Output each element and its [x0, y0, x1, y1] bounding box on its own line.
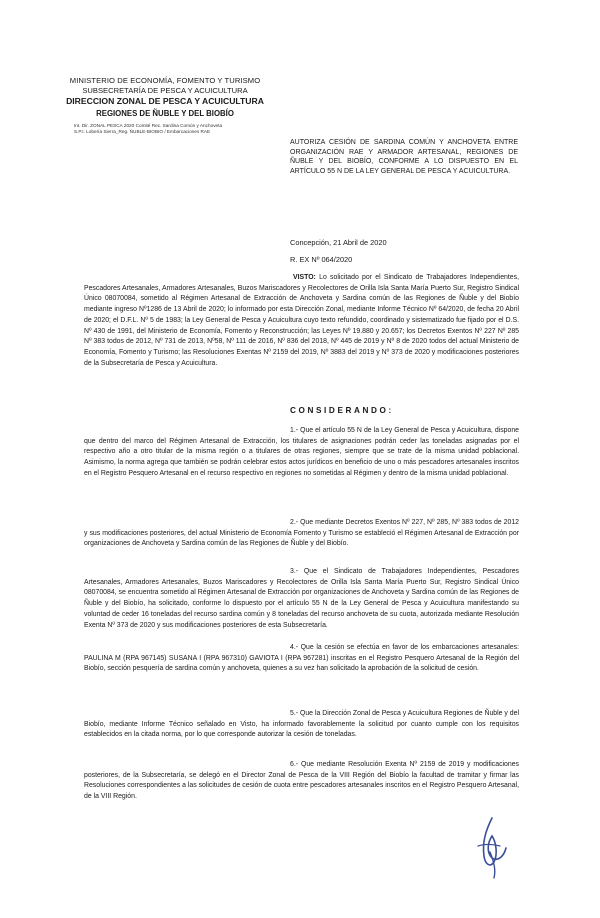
direccion-zonal-line: DIRECCION ZONAL DE PESCA Y ACUICULTURA [66, 96, 264, 106]
considerando-paragraph-2: 2.- Que mediante Decretos Exentos Nº 227, Nº 285, Nº 383 todos de 2012 y sus modificaciones posteriores, del actual Ministerio de Economía Fomento y Turismo se estableció el Régimen Artesanal de Extracción por organizaciones de Anchoveta y Sardina común de las Regiones de Ñuble y del Biobío. [84, 519, 519, 548]
considerando-paragraph-3: 3.- Que el Sindicato de Trabajadores Independientes, Pescadores Artesanales, Armadores Artesanales, Buzos Mariscadores y Recolectores de Orilla Isla Santa María Puerto Sur, Registro Sindical Único 08070084, se encuentra sometido al Régimen Artesanal de Extracción por organizaciones de Anchoveta y Sardina común de las Regiones de Ñuble y del Biobío, ha solicitado, conforme lo dispuesto por el artículo 55 N de la Ley General de Pesca y Acuicultura manifestando su voluntad de ceder 16 toneladas del recurso sardina común y 8 toneladas del recurso anchoveta de su cuota, autorizada mediante Resolución Exenta Nº 373 de 2020 y sus modificaciones posteriores de esta Subsecretaría. [84, 568, 519, 629]
subsecretaria-line: SUBSECRETARÍA DE PESCA Y ACUICULTURA [82, 86, 248, 95]
handwritten-signature [470, 812, 514, 882]
visto-label: VISTO: [293, 274, 316, 281]
considerando-heading: CONSIDERANDO: [290, 406, 394, 415]
considerando-paragraph-5: 5.- Que la Dirección Zonal de Pesca y Acuicultura Regiones de Ñuble y del Biobío, mediante Informe Técnico señalado en Visto, ha informado favorablemente la solicitud por cuanto cumple con los requisitos establecidos en la citada norma, por lo que corresponde autorizar la cesión de toneladas. [84, 710, 519, 739]
considerando-paragraph-1: 1.- Que el artículo 55 N de la Ley General de Pesca y Acuicultura, dispone que dentro del marco del Régimen Artesanal de Extracción, los titulares de asignaciones podrán ceder las toneladas asignadas por el respectivo año a otro titular de la misma región o a titulares de otras regiones, siempre que se trate de la misma unidad poblacional. Asimismo, la norma agrega que también se podrán celebrar estos actos jurídicos en beneficio de uno o más pescadores artesanales inscritos en el Registro Pesquero Artesanal en el recurso respectivo en regiones no sometidas al Régimen y dentro de la misma unidad poblacional. [84, 427, 519, 477]
reference-line-1: Int. Dir. ZONAL PESCA 2020 Comité Rec. Sardina Común y Anchoveta [74, 123, 223, 128]
visto-text: Lo solicitado por el Sindicato de Trabajadores Independientes, Pescadores Artesanales, Armadores Artesanales, Buzos Mariscadores y Recolectores de Orilla Isla Santa María Puerto Sur, Registro Sindical Único 08070084, sometido al Régimen Artesanal de Extracción de Anchoveta y Sardina común de las Regiones de Ñuble y del Biobío mediante ingreso Nº1286 de 13 Abril de 2020; lo informado por esta Dirección Zonal, mediante Informe Técnico Nº 64/2020, de fecha 20 Abril de 2020; el D.F.L. Nº 5 de 1983; la Ley General de Pesca y Acuicultura cuyo texto refundido, coordinado y sistematizado fue fijado por el D.S. Nº 430 de 1991, del Ministerio de Economía, Fomento y Reconstrucción; las Leyes Nº 19.880 y 20.657; los Decretos Exentos Nº 227 Nº 285 Nº 383 todos de 2012, Nº 731 de 2013, Nº58, Nº 111 de 2016, Nº 836 del 2018, Nº 445 de 2019 y Nº 8 de 2020 todos del actual Ministerio de Economía, Fomento y Turismo; las Resoluciones Exentas Nº 2159 del 2019, Nº 3883 del 2019 y Nº 373 de 2020 y modificaciones posteriores de la Subsecretaría de Pesca y Acuicultura. [84, 274, 519, 367]
date-line: Concepción, 21 Abril de 2020 [290, 238, 387, 247]
regiones-line: REGIONES DE ÑUBLE Y DEL BIOBÍO [96, 109, 234, 118]
visto-paragraph [84, 273, 519, 369]
considerando-paragraph-6: 6.- Que mediante Resolución Exenta Nº 2159 de 2019 y modificaciones posteriores, de la Subsecretaría, se delegó en el Director Zonal de Pesca de la VIII Región del Biobío la facultad de tramitar y firmar las Resoluciones correspondientes a las solicitudes de cesión de cuota entre pescadores artesanales inscritos en el Registro Pesquero Artesanal, de la VIII Región. [84, 761, 519, 801]
ministry-line: MINISTERIO DE ECONOMÍA, FOMENTO Y TURISMO [69, 76, 261, 85]
considerando-paragraph-4: 4.- Que la cesión se efectúa en favor de los embarcaciones artesanales: PAULINA M (RPA 967145) SUSANA I (RPA 967310) GAVIOTA I (RPA 967281) inscritas en el Registro Pesquero Artesanal de la Región del Biobío, sección pesquería de sardina común y anchoveta, quienes a su vez han solicitado la aprobación de la solicitud de cesión. [84, 644, 519, 673]
reference-line-2: S.P.I. Lobería Sierra_Reg. ÑUBLE-BIOBIO / Embarcaciones RAE [74, 129, 211, 134]
resolution-subject: AUTORIZA CESIÓN DE SARDINA COMÚN Y ANCHOVETA ENTRE ORGANIZACIÓN RAE Y ARMADOR ARTESANAL, REGIONES DE ÑUBLE Y DEL BIOBÍO, CONFORME A LO DISPUESTO EN EL ARTÍCULO 55 N DE LA LEY GENERAL DE PESCA Y ACUICULTURA. [290, 139, 518, 175]
resolution-number: R. EX Nº 064/2020 [290, 255, 353, 264]
